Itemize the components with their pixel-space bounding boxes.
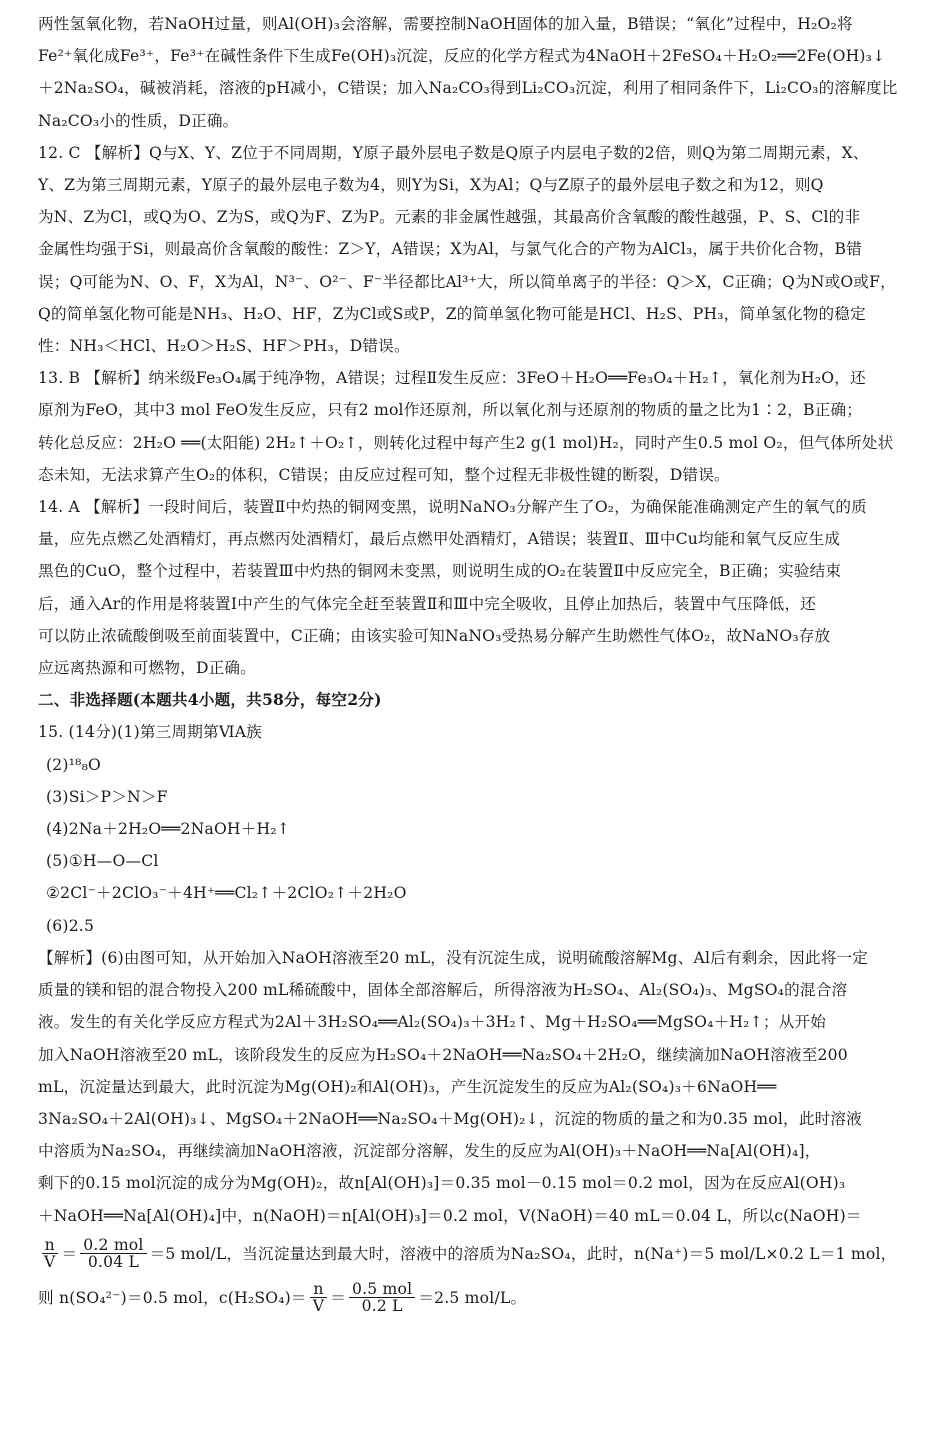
fraction-value bbox=[80, 1237, 146, 1270]
text-line: 误；Q可能为N、O、F，X为Al，N³⁻、O²⁻、F⁻半径都比Al³⁺大，所以简单离子的半径：Q＞X，C正确；Q为N或O或F， bbox=[38, 272, 896, 291]
equals-sign: ＝ bbox=[330, 1288, 346, 1307]
text-line: Na₂CO₃小的性质，D正确。 bbox=[38, 111, 239, 130]
section-heading: 二、非选择题(本题共4小题，共58分，每空2分) bbox=[38, 690, 382, 710]
text-line: 性：NH₃＜HCl、H₂O＞H₂S、HF＞PH₃，D错误。 bbox=[38, 337, 410, 356]
text-line: 原剂为FeO，其中3 mol FeO发生反应，只有2 mol作还原剂，所以氧化剂与还原剂的物质的量之比为1∶2，B正确； bbox=[38, 401, 863, 420]
text-line: 液。发生的有关化学反应方程式为2Al＋3H₂SO₄══Al₂(SO₄)₃＋3H₂↑、Mg＋H₂SO₄══MgSO₄＋H₂↑；从开始 bbox=[38, 1013, 827, 1032]
text-line: 质量的镁和铝的混合物投入200 mL稀硫酸中，固体全部溶解后，所得溶液为H₂SO₄、Al₂(SO₄)₃、MgSO₄的混合溶 bbox=[38, 981, 848, 1000]
fraction-numerator: n bbox=[42, 1237, 58, 1254]
answer-item: (3)Si＞P＞N＞F bbox=[46, 787, 168, 806]
formula-head: 则 n(SO₄²⁻)＝0.5 mol，c(H₂SO₄)＝ bbox=[38, 1288, 307, 1307]
text-line: mL，沉淀量达到最大，此时沉淀为Mg(OH)₂和Al(OH)₃，产生沉淀发生的反应为Al₂(SO₄)₃＋6NaOH══ bbox=[38, 1077, 777, 1096]
fraction-denominator: 0.04 L bbox=[87, 1253, 140, 1272]
fraction-denominator: 0.2 L bbox=[361, 1297, 403, 1316]
text-line: 中溶质为Na₂SO₄，再继续滴加NaOH溶液，沉淀部分溶解，发生的反应为Al(OH)₃＋NaOH══Na[Al(OH)₄]， bbox=[38, 1142, 821, 1161]
formula-tail: ＝2.5 mol/L。 bbox=[418, 1288, 527, 1307]
text-line: Fe²⁺氧化成Fe³⁺，Fe³⁺在碱性条件下生成Fe(OH)₃沉淀，反应的化学方程式为4NaOH＋2FeSO₄＋H₂O₂══2Fe(OH)₃↓ bbox=[38, 47, 886, 66]
text-line: ＋NaOH══Na[Al(OH)₄]中，n(NaOH)＝n[Al(OH)₃]＝0.2 mol，V(NaOH)＝40 mL＝0.04 L，所以c(NaOH)＝ bbox=[38, 1206, 862, 1225]
question-15 bbox=[38, 716, 922, 941]
text-line: 态未知，无法求算产生O₂的体积，C错误；由反应过程可知，整个过程无非极性键的断裂，D错误。 bbox=[38, 465, 730, 484]
fraction-numerator: n bbox=[310, 1281, 326, 1298]
top-continuation bbox=[38, 8, 922, 137]
text-line: 12. C 【解析】Q与X、Y、Z位于不同周期，Y原子最外层电子数是Q原子内层电子数的2倍，则Q为第二周期元素，X、 bbox=[38, 143, 869, 162]
text-line: 剩下的0.15 mol沉淀的成分为Mg(OH)₂，故n[Al(OH)₃]＝0.35 mol－0.15 mol＝0.2 mol，因为在反应Al(OH)₃ bbox=[38, 1174, 846, 1193]
text-line: 应远离热源和可燃物，D正确。 bbox=[38, 659, 257, 678]
fraction-numerator: 0.5 mol bbox=[349, 1281, 415, 1298]
text-line: Q的简单氢化物可能是NH₃、H₂O、HF，Z为Cl或S或P，Z的简单氢化物可能是HCl、H₂S、PH₃，简单氢化物的稳定 bbox=[38, 304, 866, 323]
answer-item: ②2Cl⁻＋2ClO₃⁻＋4H⁺══Cl₂↑＋2ClO₂↑＋2H₂O bbox=[46, 884, 407, 903]
question-head: 15. (14分)(1)第三周期第ⅥA族 bbox=[38, 723, 262, 742]
fraction-denominator: V bbox=[44, 1253, 56, 1272]
text-line: 【解析】(6)由图可知，从开始加入NaOH溶液至20 mL，没有沉淀生成，说明硫酸溶解Mg、Al后有剩余，因此将一定 bbox=[38, 948, 869, 967]
fraction-numerator: 0.2 mol bbox=[80, 1237, 146, 1254]
answer-item: (5)①H—O—Cl bbox=[46, 852, 159, 871]
text-line: 3Na₂SO₄＋2Al(OH)₃↓、MgSO₄＋2NaOH══Na₂SO₄＋Mg(OH)₂↓，沉淀的物质的量之和为0.35 mol，此时溶液 bbox=[38, 1109, 862, 1128]
formula-line-1 bbox=[38, 1232, 922, 1276]
equals-sign: ＝ bbox=[61, 1244, 78, 1263]
text-line: 14. A 【解析】一段时间后，装置Ⅱ中灼热的铜网变黑，说明NaNO₃分解产生了O₂，为确保能准确测定产生的氧气的质 bbox=[38, 498, 867, 517]
formula-line-2 bbox=[38, 1276, 922, 1320]
text-line: 量，应先点燃乙处酒精灯，再点燃丙处酒精灯，最后点燃甲处酒精灯，A错误；装置Ⅱ、Ⅲ中Cu均能和氧气反应生成 bbox=[38, 530, 841, 549]
text-line: 转化总反应：2H₂O ══(太阳能) 2H₂↑＋O₂↑，则转化过程中每产生2 g(1 mol)H₂，同时产生0.5 mol O₂，但气体所处状 bbox=[38, 433, 894, 452]
answer-item: (2)¹⁸₈O bbox=[46, 755, 102, 774]
question-14 bbox=[38, 491, 922, 684]
text-line: 加入NaOH溶液至20 mL，该阶段发生的反应为H₂SO₄＋2NaOH══Na₂SO₄＋2H₂O，继续滴加NaOH溶液至200 bbox=[38, 1045, 848, 1064]
question-12 bbox=[38, 137, 922, 362]
text-line: 两性氢氧化物，若NaOH过量，则Al(OH)₃会溶解，需要控制NaOH固体的加入量，B错误；“氧化”过程中，H₂O₂将 bbox=[38, 15, 853, 33]
text-line: 后，通入Ar的作用是将装置Ⅰ中产生的气体完全赶至装置Ⅱ和Ⅲ中完全吸收，且停止加热后，装置中气压降低，还 bbox=[38, 594, 817, 613]
fraction-denominator: V bbox=[312, 1297, 325, 1316]
text-line: 金属性均强于Si，则最高价含氧酸的酸性：Z＞Y，A错误；X为Al，与氯气化合的产物为AlCl₃，属于共价化合物，B错 bbox=[38, 240, 863, 259]
fraction-value bbox=[349, 1281, 415, 1314]
fraction-n-over-v bbox=[41, 1237, 58, 1270]
text-line: 13. B 【解析】纳米级Fe₃O₄属于纯净物，A错误；过程Ⅱ发生反应：3FeO＋H₂O══Fe₃O₄＋H₂↑，氧化剂为H₂O，还 bbox=[38, 369, 866, 388]
formula-tail: ＝5 mol/L，当沉淀量达到最大时，溶液中的溶质为Na₂SO₄，此时，n(Na⁺)＝5 mol/L×0.2 L＝1 mol， bbox=[149, 1244, 897, 1263]
text-line: 可以防止浓硫酸倒吸至前面装置中，C正确；由该实验可知NaNO₃受热易分解产生助燃性气体O₂，故NaNO₃存放 bbox=[38, 626, 831, 645]
analysis-block bbox=[38, 942, 922, 1320]
fraction-n-over-v bbox=[310, 1281, 327, 1314]
text-line: 黑色的CuO，整个过程中，若装置Ⅲ中灼热的铜网未变黑，则说明生成的O₂在装置Ⅱ中反应完全，B正确；实验结束 bbox=[38, 562, 842, 581]
answer-item: (6)2.5 bbox=[46, 916, 95, 935]
answer-item: (4)2Na＋2H₂O══2NaOH＋H₂↑ bbox=[46, 820, 291, 839]
text-line: ＋2Na₂SO₄，碱被消耗，溶液的pH减小，C错误；加入Na₂CO₃得到Li₂CO₃沉淀，利用了相同条件下，Li₂CO₃的溶解度比 bbox=[38, 79, 898, 98]
question-13 bbox=[38, 362, 922, 491]
text-line: Y、Z为第三周期元素，Y原子的最外层电子数为4，则Y为Si，X为Al；Q与Z原子的最外层电子数之和为12，则Q bbox=[38, 176, 824, 195]
text-line: 为N、Z为Cl，或Q为O、Z为S，或Q为F、Z为P。元素的非金属性越强，其最高价含氧酸的酸性越强，P、S、Cl的非 bbox=[38, 208, 861, 227]
